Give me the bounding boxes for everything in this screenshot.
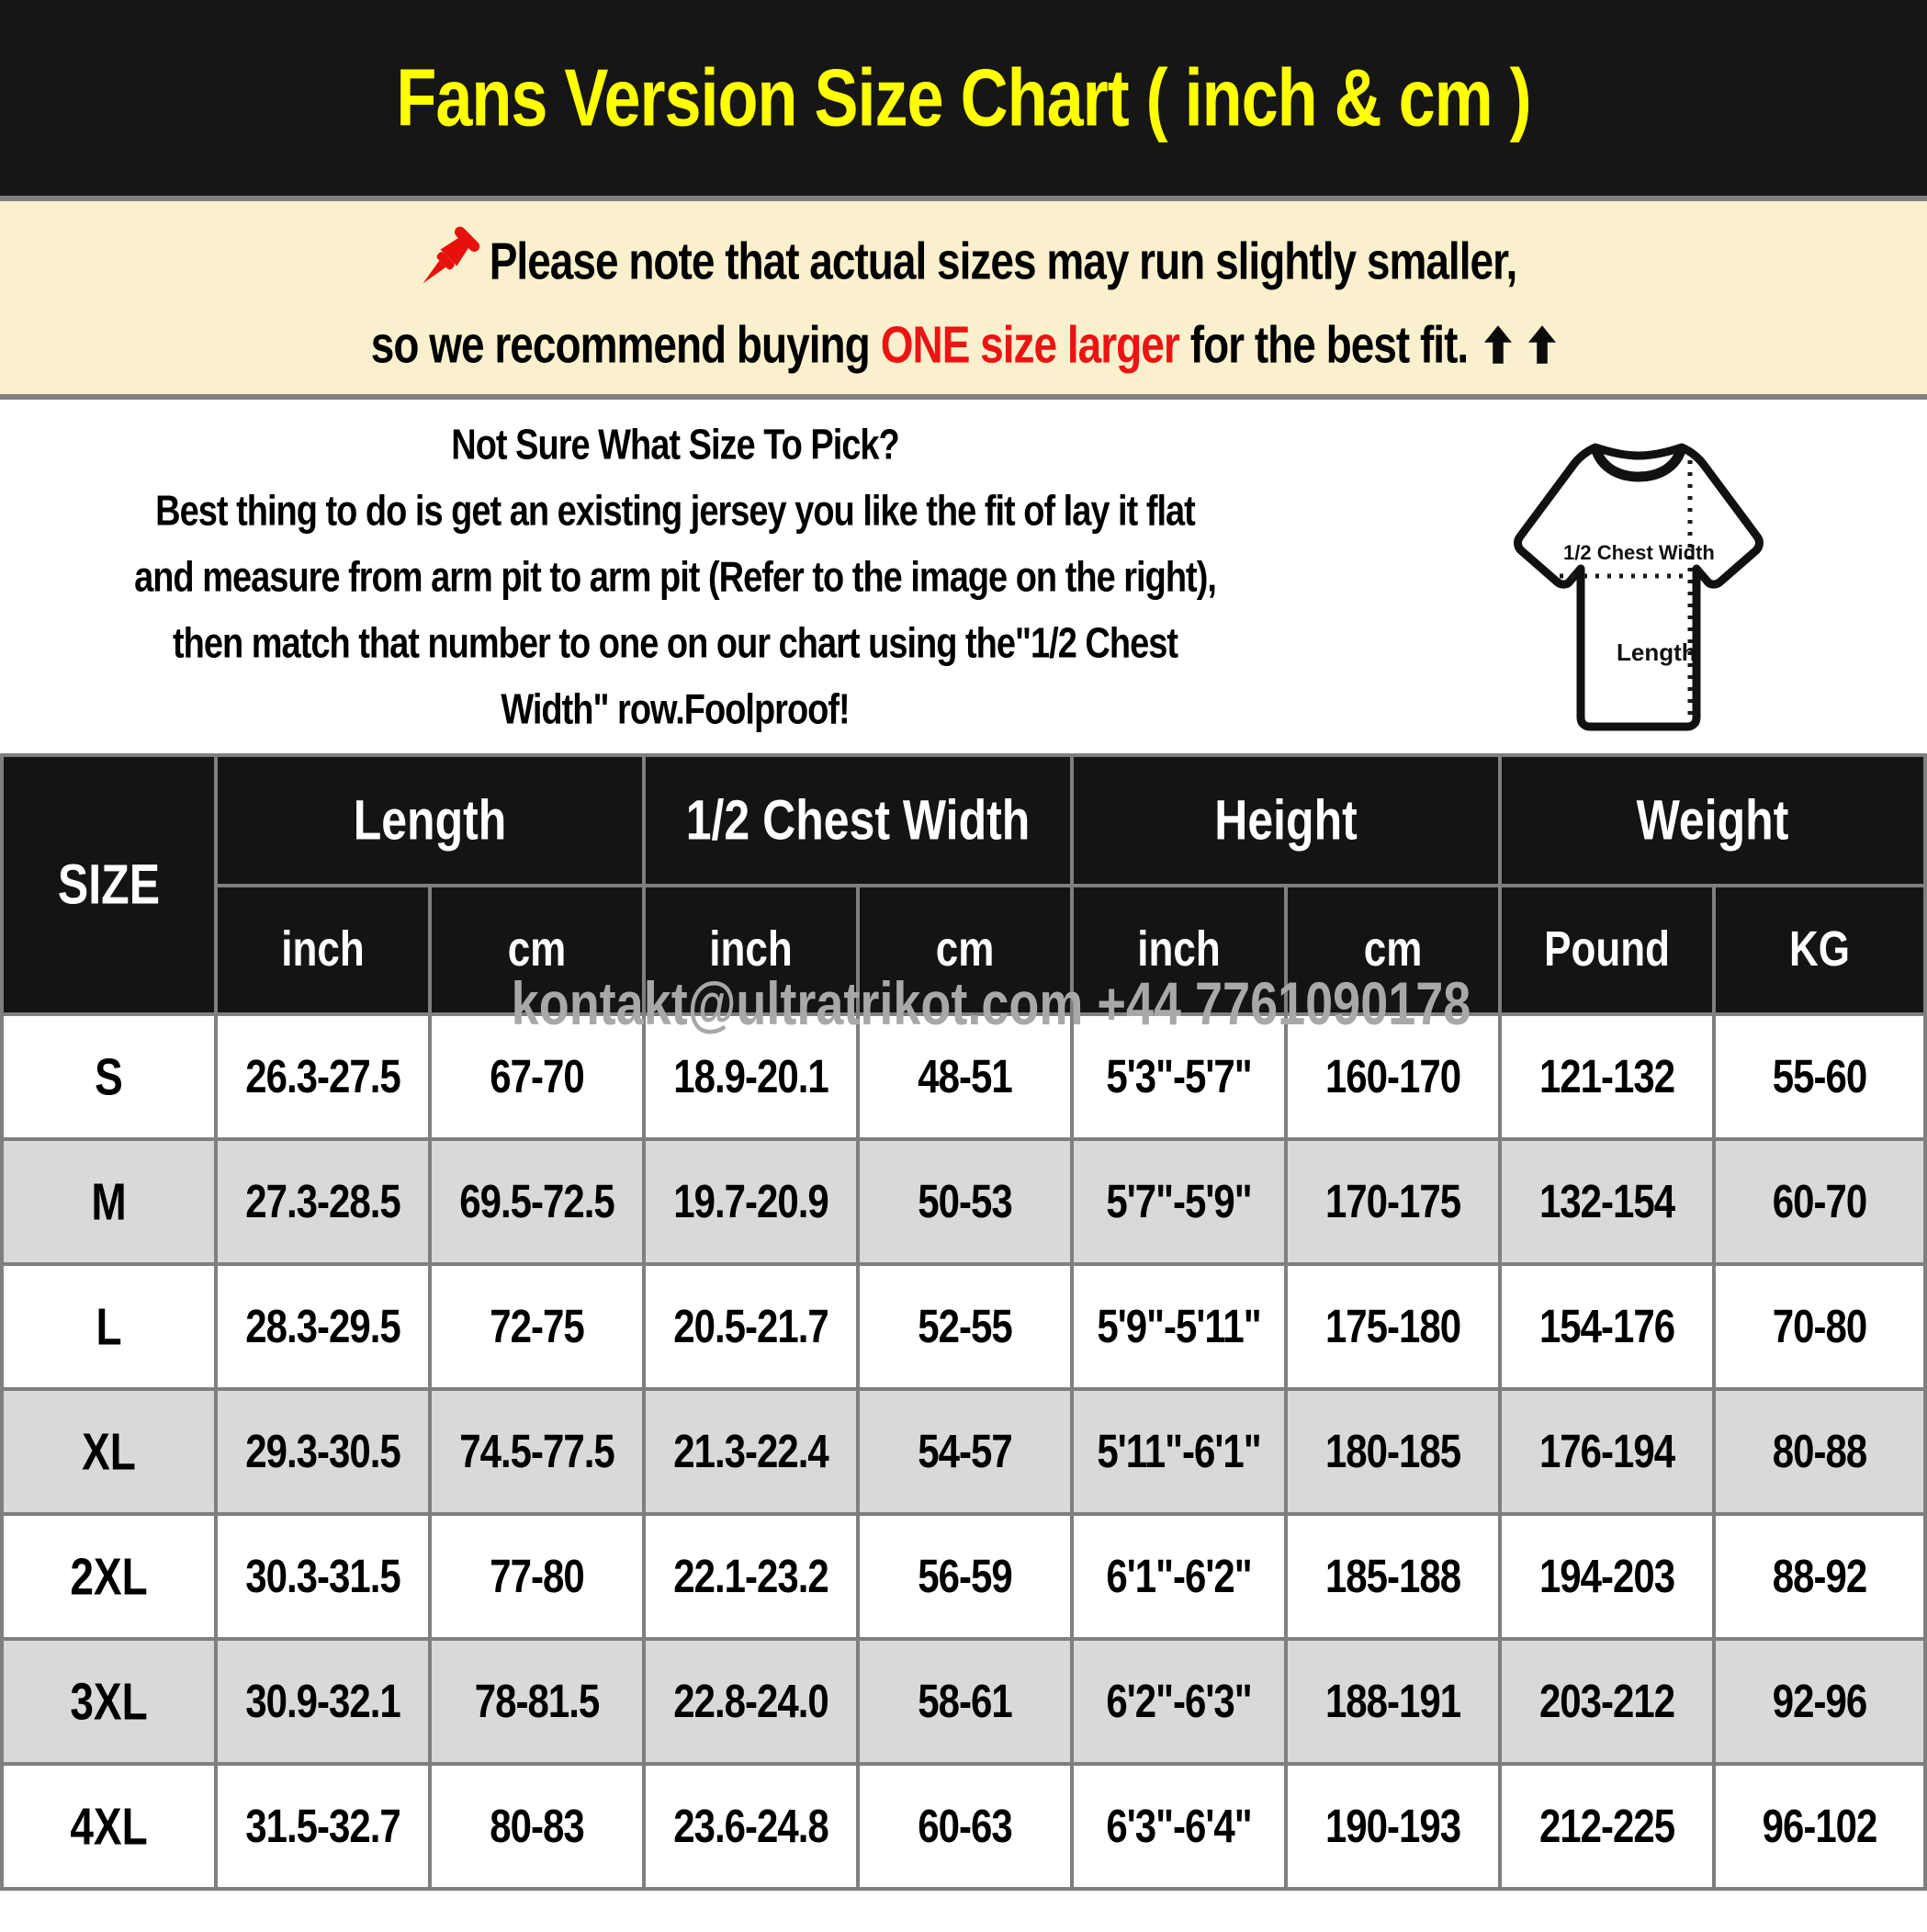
title-bar	[0, 0, 1927, 196]
notice-line-2	[370, 315, 1556, 375]
table-cell: 92-96	[1714, 1639, 1925, 1764]
howto-text	[0, 412, 1350, 753]
table-cell: 20.5-21.7	[644, 1264, 858, 1389]
table-cell: 27.3-28.5	[216, 1139, 430, 1264]
table-group-header-row	[2, 755, 1925, 886]
notice-text-2-highlight: ONE size larger	[880, 315, 1179, 375]
size-cell: S	[2, 1014, 216, 1139]
howto-line	[0, 545, 1350, 611]
table-cell: 78-81.5	[430, 1639, 644, 1764]
unit-header: inch	[644, 886, 858, 1014]
table-cell: 203-212	[1500, 1639, 1714, 1764]
table-row	[2, 1389, 1925, 1514]
table-cell: 23.6-24.8	[644, 1764, 858, 1889]
table-cell: 18.9-20.1	[644, 1014, 858, 1139]
table-cell: 5'3"-5'7"	[1072, 1014, 1286, 1139]
size-cell: 2XL	[2, 1514, 216, 1639]
table-cell: 60-63	[858, 1764, 1072, 1889]
table-cell: 154-176	[1500, 1264, 1714, 1389]
size-cell: 4XL	[2, 1764, 216, 1889]
table-row	[2, 1139, 1925, 1264]
length-label: Length	[1617, 638, 1696, 666]
table-cell: 80-83	[430, 1764, 644, 1889]
table-cell: 212-225	[1500, 1764, 1714, 1889]
up-arrow-icon	[1528, 324, 1556, 365]
table-cell: 58-61	[858, 1639, 1072, 1764]
howto-line-text: Width" row.Foolproof!	[501, 686, 850, 734]
table-cell: 160-170	[1286, 1014, 1500, 1139]
length-group-header: Length	[216, 755, 644, 886]
table-cell: 28.3-29.5	[216, 1264, 430, 1389]
table-cell: 48-51	[858, 1014, 1072, 1139]
howto-line-text: Best thing to do is get an existing jersey you like the fit of lay it flat	[155, 488, 1195, 536]
table-cell: 22.1-23.2	[644, 1514, 858, 1639]
table-cell: 29.3-30.5	[216, 1389, 430, 1514]
table-cell: 26.3-27.5	[216, 1014, 430, 1139]
table-cell: 77-80	[430, 1514, 644, 1639]
table-cell: 5'9"-5'11"	[1072, 1264, 1286, 1389]
table-cell: 72-75	[430, 1264, 644, 1389]
tshirt-icon	[1501, 429, 1776, 741]
table-cell: 6'3"-6'4"	[1072, 1764, 1286, 1889]
table-cell: 60-70	[1714, 1139, 1925, 1264]
height-group-header: Height	[1072, 755, 1500, 886]
unit-header: Pound	[1500, 886, 1714, 1014]
weight-group-header: Weight	[1500, 755, 1925, 886]
table-cell: 132-154	[1500, 1139, 1714, 1264]
unit-header: KG	[1714, 886, 1925, 1014]
notice-banner	[0, 201, 1927, 394]
size-cell: L	[2, 1264, 216, 1389]
howto-line	[0, 479, 1350, 545]
tshirt-diagram	[1350, 412, 1927, 753]
size-cell: 3XL	[2, 1639, 216, 1764]
unit-header: inch	[216, 886, 430, 1014]
table-cell: 30.9-32.1	[216, 1639, 430, 1764]
table-cell: 67-70	[430, 1014, 644, 1139]
table-cell: 30.3-31.5	[216, 1514, 430, 1639]
size-table	[0, 753, 1927, 1891]
unit-header: cm	[430, 886, 644, 1014]
table-cell: 194-203	[1500, 1514, 1714, 1639]
howto-line-text: Not Sure What Size To Pick?	[451, 422, 899, 469]
howto-line-text: and measure from arm pit to arm pit (Refer to the image on the right),	[134, 554, 1216, 602]
size-cell: XL	[2, 1389, 216, 1514]
table-cell: 55-60	[1714, 1014, 1925, 1139]
table-row	[2, 1514, 1925, 1639]
table-cell: 176-194	[1500, 1389, 1714, 1514]
table-cell: 50-53	[858, 1139, 1072, 1264]
unit-header: inch	[1072, 886, 1286, 1014]
table-cell: 31.5-32.7	[216, 1764, 430, 1889]
size-cell: M	[2, 1139, 216, 1264]
table-cell: 185-188	[1286, 1514, 1500, 1639]
table-cell: 188-191	[1286, 1639, 1500, 1764]
table-cell: 6'1"-6'2"	[1072, 1514, 1286, 1639]
table-cell: 190-193	[1286, 1764, 1500, 1889]
unit-header: cm	[1286, 886, 1500, 1014]
howto-line	[0, 677, 1350, 743]
watermark-text: kontakt@ultratrikot.com +44 7761090178	[511, 970, 1471, 1038]
table-unit-header-row	[2, 886, 1925, 1014]
table-cell: 6'2"-6'3"	[1072, 1639, 1286, 1764]
table-cell: 54-57	[858, 1389, 1072, 1514]
table-row	[2, 1639, 1925, 1764]
table-cell: 180-185	[1286, 1389, 1500, 1514]
notice-text-2-pre: so we recommend buying	[370, 315, 870, 375]
table-cell: 96-102	[1714, 1764, 1925, 1889]
howto-line	[0, 611, 1350, 677]
table-cell: 74.5-77.5	[430, 1389, 644, 1514]
table-cell: 80-88	[1714, 1389, 1925, 1514]
table-cell: 170-175	[1286, 1139, 1500, 1264]
howto-section	[0, 400, 1927, 753]
howto-heading	[0, 412, 1350, 479]
table-cell: 70-80	[1714, 1264, 1925, 1389]
table-cell: 22.8-24.0	[644, 1639, 858, 1764]
howto-line-text: then match that number to one on our chart using the"1/2 Chest	[173, 620, 1178, 668]
unit-header: cm	[858, 886, 1072, 1014]
table-cell: 121-132	[1500, 1014, 1714, 1139]
table-row	[2, 1764, 1925, 1889]
table-row	[2, 1014, 1925, 1139]
red-pushpin-icon	[411, 219, 488, 296]
up-arrow-icon	[1484, 324, 1512, 365]
table-cell: 56-59	[858, 1514, 1072, 1639]
table-cell: 5'7"-5'9"	[1072, 1139, 1286, 1264]
table-cell: 88-92	[1714, 1514, 1925, 1639]
size-column-header: SIZE	[2, 755, 216, 1014]
table-cell: 5'11"-6'1"	[1072, 1389, 1286, 1514]
table-cell: 19.7-20.9	[644, 1139, 858, 1264]
page-title: Fans Version Size Chart ( inch & cm )	[396, 52, 1531, 143]
table-row	[2, 1264, 1925, 1389]
notice-text-1: Please note that actual sizes may run slightly smaller,	[489, 231, 1517, 290]
notice-line-1	[411, 226, 1516, 296]
table-cell: 21.3-22.4	[644, 1389, 858, 1514]
table-cell: 69.5-72.5	[430, 1139, 644, 1264]
table-cell: 52-55	[858, 1264, 1072, 1389]
table-cell: 175-180	[1286, 1264, 1500, 1389]
tshirt-outline	[1518, 447, 1760, 727]
notice-text-2-post: for the best fit.	[1189, 315, 1469, 375]
chest-width-label: 1/2 Chest Width	[1563, 541, 1715, 564]
chest-width-group-header: 1/2 Chest Width	[644, 755, 1072, 886]
